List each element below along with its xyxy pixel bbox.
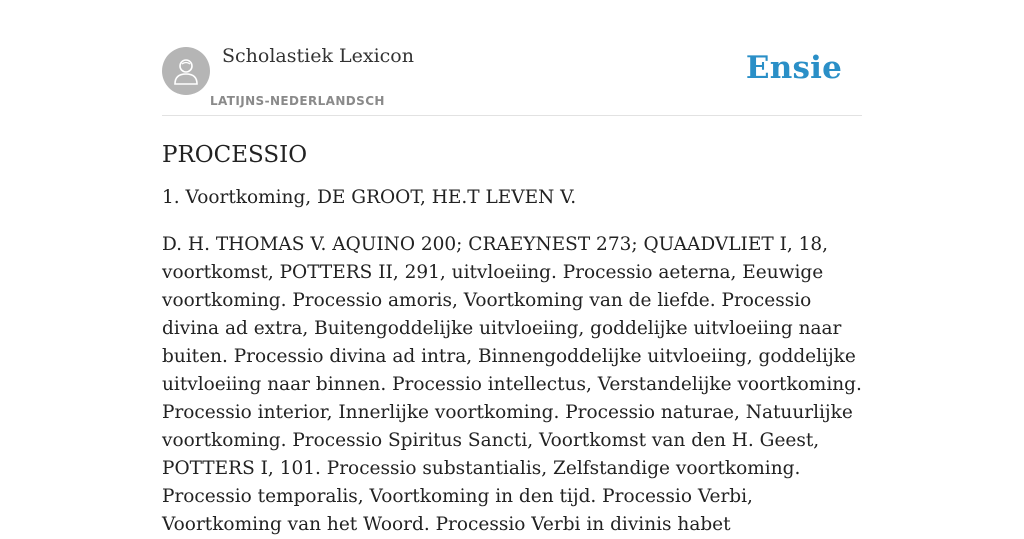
lexicon-subtitle: LATIJNS-NEDERLANDSCH: [210, 94, 385, 108]
lexicon-title[interactable]: Scholastiek Lexicon: [222, 45, 414, 67]
definition-body: D. H. THOMAS V. AQUINO 200; CRAEYNEST 273; QUAADVLIET I, 18, voortkomst, POTTERS II, 291, uitvloeiing. Processio aeterna, Eeuwige voortkoming. Processio amoris, Voortkoming van de liefde. Processio divina ad extra, Buitengoddelijke uitvloeiing, goddelijke uitvloeiing naar buiten. Processio divina ad intra, Binnengoddelijke uitvloeiing, goddelijke uitvloeiing naar binnen. Processio intellectus, Verstandelijke voortkoming. Processio interior, Innerlijke voortkoming. Processio naturae, Natuurlijke voortkoming. Processio Spiritus Sancti, Voortkomst van den H. Geest, POTTERS I, 101. Processio substantialis, Zelfstandige voortkoming. Processio temporalis, Voortkoming in den tijd. Processio Verbi, Voortkoming van het Woord. Processio Verbi in divinis habet: [162, 234, 862, 535]
brand-logo[interactable]: Ensie: [745, 50, 842, 86]
entry-content: [162, 139, 862, 539]
avatar[interactable]: [162, 47, 210, 95]
header: [162, 0, 862, 116]
entry-title: PROCESSIO: [162, 142, 308, 168]
user-icon: [173, 57, 199, 85]
definition-line: 1. Voortkoming, DE GROOT, HE.T LEVEN V.: [162, 187, 577, 208]
